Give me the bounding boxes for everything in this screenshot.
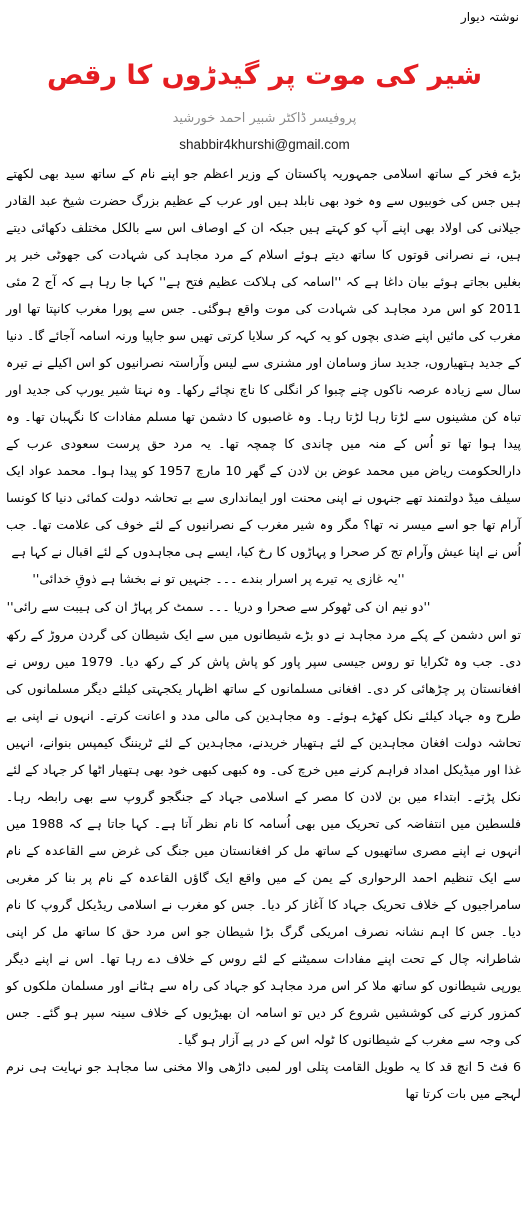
paragraph-1: بڑے فخر کے ساتھ اسلامی جمہوریہ پاکستان کے وزیر اعظم جو اپنے نام کے ساتھ سید بھی لکھتے ہیں جس کی خوبیوں سے وہ خود بھی نابلد ہیں اور عرب کے عظیم بزرگ حضرت شیخ عبد القادر جیلانی کی اولاد بھی اپنے آپ کو کہتے ہیں جبکہ ان کے اوصاف اس سے بالکل مختلف دکھائی دیتے ہیں، نے نصرانی قوتوں کا ساتھ دیتے ہوئے اسلام کے مرد مجاہد کی شہادت کی جھوٹی خبر پر بغلیں بجاتے ہوئے بیان داغا ہے کہ ''اسامہ کی ہلاکت عظیم فتح ہے'' کہا جا رہا ہے کہ آج 2 مئی 2011 کو اس مرد مجاہد کی شہادت کی موت واقع ہوگئی۔ جس سے پورا مغرب کانپتا تھا اور مغرب کی مائیں اپنے ضدی بچوں کو یہ کہہ کر سلایا کرتی تھیں سو جاپیا ورنہ اسامہ آجائے گا۔ دنیا کے جدید ہتھیاروں، جدید ساز وسامان اور مشنری سے لیس وآراستہ نصرانیوں کو اس اکیلے نے تیرہ سال سے زیادہ عرصہ ناکوں چنے چبوا کر انگلی کا ناچ نچائے رکھا۔ وہ نہتا شیر یورپ کی جدید اور تباہ کن مشینوں سے لڑتا رہا لڑتا رہا۔ وہ غاصبوں کا دشمن تھا مسلم مفادات کا نگہبان تھا۔ وہ پیدا ہوا تھا تو اُس کے منہ میں چاندی کا چمچہ تھا۔ یہ مرد حق پرست سعودی عرب کے دارالحکومت ریاض میں محمد عوض بن لادن کے گھر 10 مارچ 1957 کو پیدا ہوا۔ محمد عواد ایک سیلف میڈ دولتمند تھے جنہوں نے اپنی محنت اور ایمانداری سے بے تحاشہ دولت کمائی دنیا کا کونسا آرام تھا جو اسے میسر نہ تھا؟ مگر وہ شیر مغرب کے نصرانیوں کے لئے خوف کی علامت تھا۔ جب اُس نے اپنا عیش وآرام تج کر صحرا و پہاڑوں کا رخ کیا، ایسے ہی مجاہدوں کے لئے اقبال نے کہا ہے	[6, 166, 521, 559]
article-headline: شیر کی موت پر گیدڑوں کا رقص	[46, 60, 483, 91]
section-tag: نوشتہ دیوار	[460, 10, 519, 24]
verse-line-2: ''دو نیم ان کی ٹھوکر سے صحرا و دریا ۔۔۔ سمٹ کر پہاڑ ان کی ہیبت سے رائی''	[6, 599, 431, 614]
author-email: shabbir4khurshi@gmail.com	[179, 137, 350, 152]
verse-line-1: ''یہ غازی یہ تیرے پر اسرار بندے ۔۔۔ جنہیں تو نے بخشا ہے ذوقِ خدائی''	[32, 571, 405, 586]
author-byline: پروفیسر ڈاکٹر شبیر احمد خورشید	[172, 111, 357, 126]
article-body	[6, 160, 521, 1107]
paragraph-2: تو اس دشمن کے پکے مرد مجاہد نے دو بڑے شیطانوں میں سے ایک شیطان کی گردن مروڑ کے رکھ دی۔ جب وہ ٹکرایا تو روس جیسی سپر پاور کو پاش پاش کر کے رکھ دیا۔ 1979 میں روس نے افغانستان پر چڑھائی کر دی۔ افغانی مسلمانوں کے ساتھ اظہار یکجہتی کیلئے دیگر مسلمانوں کی طرح وہ جہاد کیلئے نکل کھڑے ہوئے۔ وہ مجاہدین کی مالی مدد و اعانت کرتے۔ انہوں نے اپنی بے تحاشہ دولت افغان مجاہدین کے لئے ہتھیار خریدنے، مجاہدین کے لئے ٹریننگ کیمپس بنوانے، انہیں غذا اور میڈیکل امداد فراہم کرنے میں خرچ کی۔ وہ کبھی کبھی خود بھی ہتھیار اٹھا کر جہاد کے لئے نکل پڑتے۔ ابتداء میں بن لادن کا مصر کے اسلامی جہاد کے جنگجو گروپ سے بھی رابطہ رہا۔ فلسطین میں انتفاضہ کی تحریک میں بھی اُسامہ کا نام نظر آتا ہے۔ کہا جاتا ہے کہ 1988 میں انہوں نے اپنے مصری ساتھیوں کے ساتھ مل کر افغانستان میں جنگ کی غرض سے القاعدہ کے نام سے ایک تنظیم احمد الرحواری کے یمن کے میں واقع ایک گاؤں القاعدہ کے نام پر بنا کر مغربی سامراجیوں کے خلاف تحریک جہاد کا آغاز کر دیا۔ جس کو مغرب نے اسلامی ریڈیکل گروپ کا نام دیا۔ جس کا اہم نشانہ نصرف امریکی گرگ بڑا شیطان جو اس مرد حق کا ساتھ مل کر اپنی شاطرانہ چال کے تحت اپنے مفادات سمیٹنے کے لئے روس کے خلاف دے رہا تھا۔ اس نے اپنے دیگر یورپی شیطانوں کو ساتھ ملا کر اس مرد مجاہد کو جہاد کی راہ سے ہٹانے اور مسلمان ملکوں کو کمزور کرنے کی کوششیں شروع کر دیں تو اسامہ ان بھیڑیوں کے خلاف سینہ سپر ہو گئے۔ جس کی وجہ سے مغرب کے شیطانوں کا ٹولہ اس کے در پے آزار ہو گیا۔	[6, 627, 522, 1047]
paragraph-3: 6 فٹ 5 انچ قد کا یہ طویل القامت پتلی اور لمبی داڑھی والا مخنی سا مجاہد جو نہایت ہی نرم لہجے میں بات کرتا تھا	[6, 1059, 521, 1101]
